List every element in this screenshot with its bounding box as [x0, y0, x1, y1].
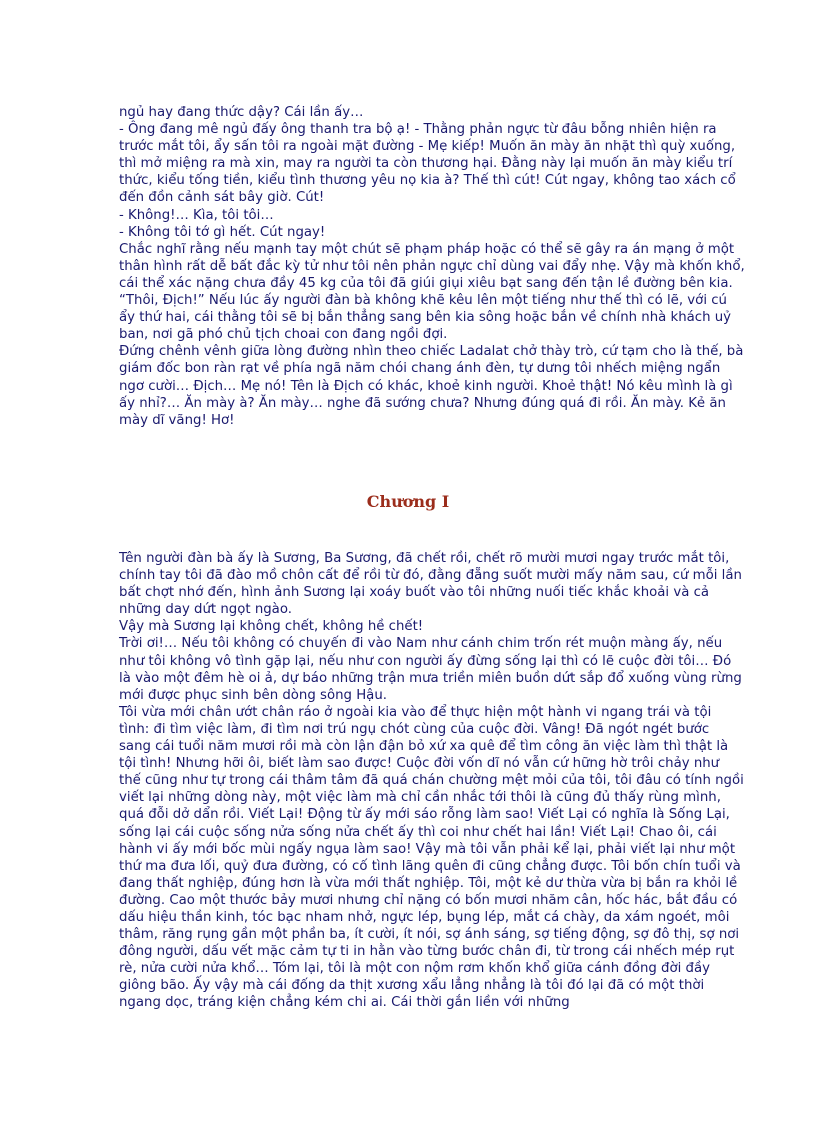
paragraph: Tôi vừa mới chân ướt chân ráo ở ngoài kia vào để thực hiện một hành vi ngang trái và tội tình: đi tìm việc làm, đi tìm nơi trú ngụ chót cùng của cuộc đời. Vâng! Đã ngót ngét bước sang cái tuổi năm mươi rồi mà còn lận đận bỏ xứ xa quê để tìm công ăn việc làm thì thật là tội tình! Nhưng hỡi ôi, biết làm sao được! Cuộc đời vốn dĩ nó vẫn cứ hững hờ trôi chảy như thế cũng như tự trong cái thâm tâm đã quá chán chường mệt mỏi của tôi, tôi đâu có tính ngồi viết lại những dòng này, một việc làm mà chỉ cần nhắc tới thôi là cũng đủ thấy rùng mình, quá đỗi dở dẩn rồi. Viết Lại! Động từ ấy mới sáo rỗng làm sao! Viết Lại có nghĩa là Sống Lại, sống lại cái cuộc sống nửa sống nửa chết ấy thì coi như chết hai lần! Viết Lại! Chao ôi, cái hành vi ấy mới bốc mùi ngấy ngụa làm sao! Vậy mà tôi vẫn phải kể lại, phải viết lại như một thứ ma đưa lối, quỷ đưa đường, có cố tình lãng quên đi cũng chẳng được. Tôi bốn chín tuổi và đang thất nghiệp, đúng hơn là vừa mới thất nghiệp. Tôi, một kẻ dư thừa vừa bị bắn ra khỏi lề đường. Cao một thước bảy mươi nhưng chỉ nặng có bốn mươi nhăm cân, hốc hác, bắt đầu có dấu hiệu thần kinh, tóc bạc nham nhở, ngực lép, bụng lép, mắt cá chày, da xám ngoét, môi thâm, răng rụng gần một phần ba, ít cười, ít nói, sợ ánh sáng, sợ tiếng động, sợ đô thị, sợ nơi đông người, dấu vết mặc cảm tự ti in hằn vào từng bước chân đi, từ trong cái nhếch mép rụt rè, nửa cười nửa khổ… Tóm lại, tôi là một con nộm rơm khốn khổ giữa cánh đồng đời đầy giông bão. Ấy vậy mà cái đống da thịt xương xẩu lẳng nhẳng là tôi đó lại đã có một thời ngang dọc, tráng kiện chẳng kém chi ai. Cái thời gắn liền với những: [119, 704, 744, 1011]
paragraph: Chắc nghĩ rằng nếu mạnh tay một chút sẽ phạm pháp hoặc có thể sẽ gây ra án mạng ở một thân hình rất dễ bất đắc kỳ tử như tôi nên phản ngực chỉ dùng vai đẩy nhẹ. Vậy mà khốn khổ, cái thể xác nặng chưa đầy 45 kg của tôi đã giúi giụi xiêu bạt sang đến tận lề đường bên kia. “Thôi, Địch!” Nếu lúc ấy người đàn bà không khẽ kêu lên một tiếng như thế thì có lẽ, với cú ẩy thứ hai, cái thằng tôi sẽ bị bắn thẳng sang bên kia sông hoặc bắn về chính nhà khách uỷ ban, nơi gã phó chủ tịch choai con đang ngồi đợi.: [119, 241, 745, 343]
paragraph: Tên người đàn bà ấy là Sương, Ba Sương, đã chết rồi, chết rõ mười mươi ngay trước mắt tôi, chính tay tôi đã đào mồ chôn cất để rồi từ đó, đằng đẵng suốt mười mấy năm sau, cứ mỗi lần bất chợt nhớ đến, hình ảnh Sương lại xoáy buốt vào tôi những nuối tiếc khắc khoải và cả những day dứt ngọt ngào.: [119, 551, 742, 618]
paragraph: - Không tôi tớ gì hết. Cút ngay!: [119, 224, 326, 240]
paragraph: Đứng chênh vênh giữa lòng đường nhìn theo chiếc Ladalat chở thày trò, cứ tạm cho là thế, bà giám đốc bon ràn rạt về phía ngã năm chói chang ánh đèn, tự dưng tôi nhếch miệng ngẩn ngơ cười… Địch… Mẹ nó! Tên là Địch có khác, khoẻ kinh người. Khoẻ thật! Nó kêu mình là gì ấy nhỉ?… Ăn mày à? Ăn mày… nghe đã sướng chưa? Nhưng đúng quá đi rồi. Ăn mày. Kẻ ăn mày dĩ vãng! Hơ!: [119, 344, 744, 428]
chapter-title: Chương I: [366, 492, 450, 511]
paragraph: - Không!… Kìa, tôi tôi…: [119, 207, 274, 223]
paragraph: Vậy mà Sương lại không chết, không hề chết!: [119, 619, 424, 635]
paragraph: ngủ hay đang thức dậy? Cái lần ấy…: [119, 105, 364, 120]
paragraph: - Ông đang mê ngủ đấy ông thanh tra bộ ạ! - Thằng phản ngực từ đâu bỗng nhiên hiện ra trước mắt tôi, ẩy sấn tôi ra ngoài mặt đường - Mẹ kiếp! Muốn ăn mày ăn nhặt thì quỳ xuống, thì mở miệng ra mà xin, may ra người ta còn thương hại. Đằng này lại muốn ăn mày kiểu trí thức, kiểu tống tiền, kiểu tình thương yêu nọ kia à? Thế thì cút! Cút ngay, không tao xách cổ đến đồn cảnh sát bây giờ. Cút!: [119, 122, 736, 206]
paragraph: Trời ơi!… Nếu tôi không có chuyến đi vào Nam như cánh chim trốn rét muộn màng ấy, nếu như tôi không vô tình gặp lại, nếu như con người ấy đừng sống lại thì có lẽ cuộc đời tôi… Đó là vào một đêm hè oi ả, dự báo những trận mưa triền miên buồn dứt sắp đổ xuống vùng rừng mới được phục sinh bên dòng sông Hậu.: [119, 636, 742, 703]
top-text-block: [119, 104, 745, 429]
bottom-text-block: [119, 550, 745, 1012]
